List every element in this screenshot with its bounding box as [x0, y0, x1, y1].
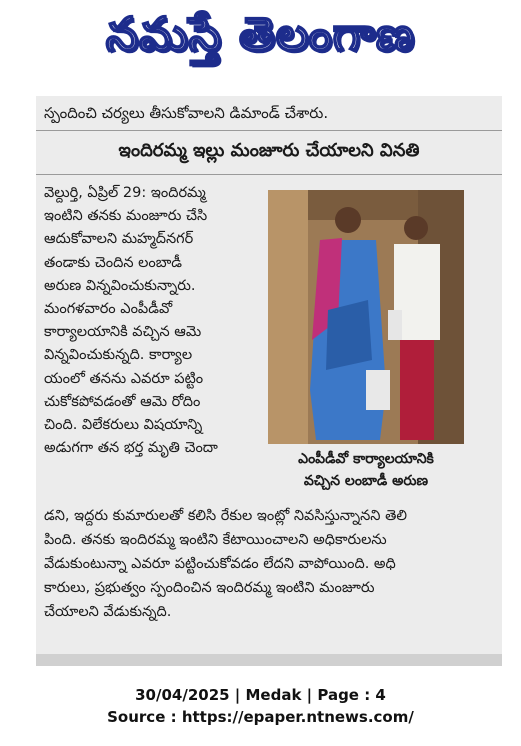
body-line: యంలో తనను ఎవరూ పట్టిం: [44, 370, 204, 387]
article-photo: [268, 190, 464, 444]
body-line: పింది. తనకు ఇందిరమ్మ ఇంటిని కేటాయించాలని అధికారులను: [44, 532, 387, 548]
divider: [36, 130, 502, 131]
article-headline: ఇందిరమ్మ ఇల్లు మంజూరు చేయాలని వినతి: [118, 140, 420, 161]
newspaper-logo: నమస్తే తెలంగాణ: [105, 7, 416, 61]
body-line: చుకోకపోవడంతో ఆమె రోదిం: [44, 393, 201, 410]
masthead: [0, 0, 521, 80]
article-body-full: [44, 504, 496, 624]
body-line: తండాకు చెందిన లంబాడీ: [44, 254, 183, 271]
article-clipping: [36, 96, 502, 666]
body-line: అరుణ విన్నవించుకున్నారు.: [44, 277, 196, 294]
body-line: కారులు, ప్రభుత్వం స్పందించిన ఇందిరమ్మ ఇంటిని మంజూరు: [44, 580, 375, 596]
body-line: డని, ఇద్దరు కుమారులతో కలిసి రేకుల ఇంట్లో నివసిస్తున్నానని తెలి: [44, 508, 407, 524]
body-line: చేయాలని వేడుకున్నది.: [44, 604, 172, 620]
body-line: చింది. విలేకరులు విషయాన్ని: [44, 417, 203, 434]
caption-line: ఎంపీడీవో కార్యాలయానికి: [298, 451, 434, 467]
body-line: మంగళవారం ఎంపీడీవో: [44, 301, 173, 318]
body-line: వేడుకుంటున్నా ఎవరూ పట్టించుకోవడం లేదని వాపోయింది. అధి: [44, 556, 396, 572]
photo-illustration: [268, 190, 464, 444]
previous-article-line: స్పందించి చర్యలు తీసుకోవాలని డిమాండ్ చేశారు.: [44, 104, 329, 122]
edition-info: 30/04/2025 | Medak | Page : 4: [135, 686, 386, 704]
next-article-cutoff: [36, 654, 502, 666]
body-line: ఇంటిని తనకు మంజూరు చేసి: [44, 208, 208, 225]
body-line: వెల్దుర్తి, ఏప్రిల్ 29: ఇందిరమ్మ: [44, 185, 206, 201]
body-line: ఆదుకోవాలని మహ్మద్‌నగర్: [44, 231, 194, 248]
photo-caption: [268, 448, 464, 492]
body-line: కార్యాలయానికి వచ్చిన ఆమె: [44, 324, 202, 341]
body-line: అడుగగా తన భర్త మృతి చెందా: [44, 440, 218, 457]
source-link[interactable]: Source : https://epaper.ntnews.com/: [107, 708, 414, 726]
divider: [36, 174, 502, 175]
article-body-column: [44, 182, 266, 460]
caption-line: వచ్చిన లంబాడీ అరుణ: [303, 473, 429, 489]
body-line: విన్నవించుకున్నది. కార్యాల: [44, 347, 193, 364]
